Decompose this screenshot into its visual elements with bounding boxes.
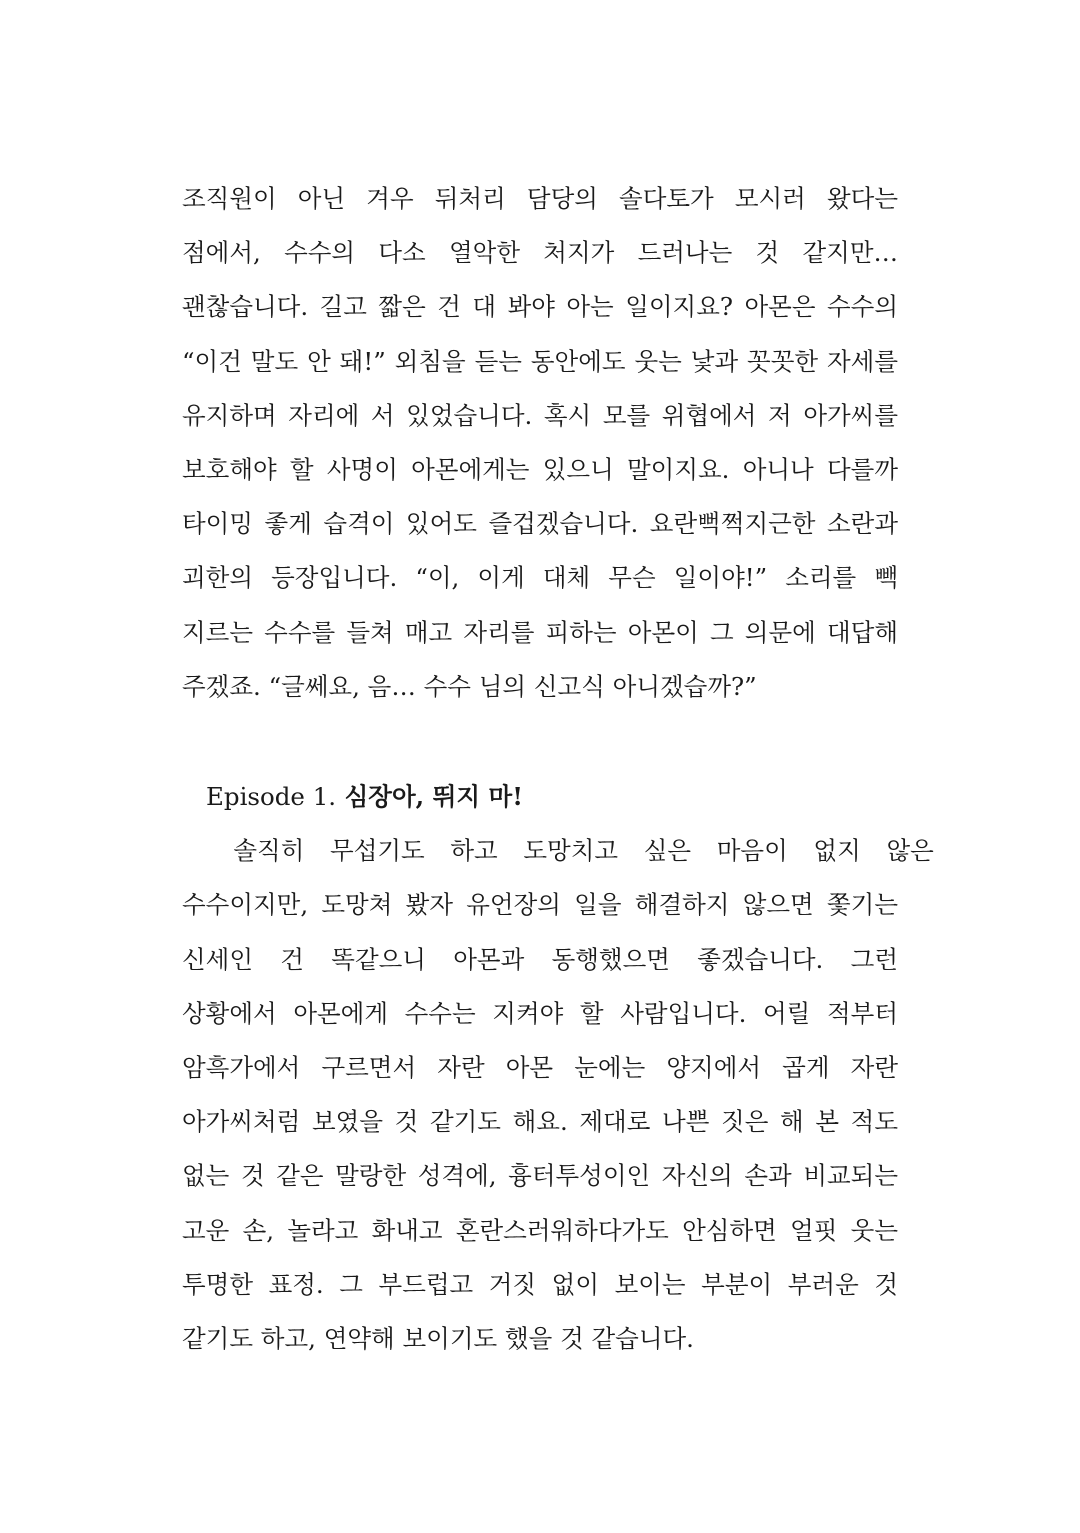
document-page [182,172,934,1366]
section-spacer [182,714,898,770]
text-line: 타이밍 좋게 습격이 있어도 즐겁겠습니다. 요란뻑쩍지근한 소란과 [182,509,898,539]
text-line: 아가씨처럼 보였을 것 같기도 해요. 제대로 나쁜 짓은 해 본 적도 [182,1107,898,1137]
text-line: 괴한의 등장입니다. “이, 이게 대체 무슨 일이야!” 소리를 빽 [182,563,898,593]
text-line: 유지하며 자리에 서 있었습니다. 혹시 모를 위협에서 저 아가씨를 [182,400,898,430]
text-line: 없는 것 같은 말랑한 성격에, 흉터투성이인 자신의 손과 비교되는 [182,1161,898,1191]
text-line: 신세인 건 똑같으니 아몬과 동행했으면 좋겠습니다. 그런 [182,944,898,974]
paragraph-intro [182,172,898,714]
text-line: “이건 말도 안 돼!” 외침을 듣는 동안에도 웃는 낯과 꼿꼿한 자세를 [182,346,898,376]
episode-title: 심장아, 뛰지 마! [344,782,523,812]
text-line: 암흑가에서 구르면서 자란 아몬 눈에는 양지에서 곱게 자란 [182,1053,898,1083]
text-line: 같기도 하고, 연약해 보이기도 했을 것 같습니다. [182,1324,694,1354]
text-line: 지르는 수수를 들쳐 매고 자리를 피하는 아몬이 그 의문에 대답해 [182,617,898,647]
episode-number: Episode 1. [206,782,337,812]
text-line: 수수이지만, 도망쳐 봤자 유언장의 일을 해결하지 않으면 쫓기는 [182,890,898,920]
paragraph-episode-body [182,824,934,1366]
text-line: 투명한 표정. 그 부드럽고 거짓 없이 보이는 부분이 부러운 것 [182,1269,898,1299]
text-line: 점에서, 수수의 다소 열악한 처지가 드러나는 것 같지만… [182,238,898,268]
text-line: 괜찮습니다. 길고 짧은 건 대 봐야 아는 일이지요? 아몬은 수수의 [182,292,898,322]
text-line: 솔직히 무섭기도 하고 도망치고 싶은 마음이 없지 않은 [182,836,934,866]
text-line: 보호해야 할 사명이 아몬에게는 있으니 말이지요. 아니나 다를까 [182,455,898,485]
text-line: 상황에서 아몬에게 수수는 지켜야 할 사람입니다. 어릴 적부터 [182,998,898,1028]
text-line: 고운 손, 놀라고 화내고 혼란스러워하다가도 안심하면 얼핏 웃는 [182,1215,898,1245]
text-line: 조직원이 아닌 겨우 뒤처리 담당의 솔다토가 모시러 왔다는 [182,184,898,213]
text-line: 주겠죠. “글쎄요, 음… 수수 님의 신고식 아니겠습까?” [182,671,757,701]
episode-heading [182,770,898,824]
